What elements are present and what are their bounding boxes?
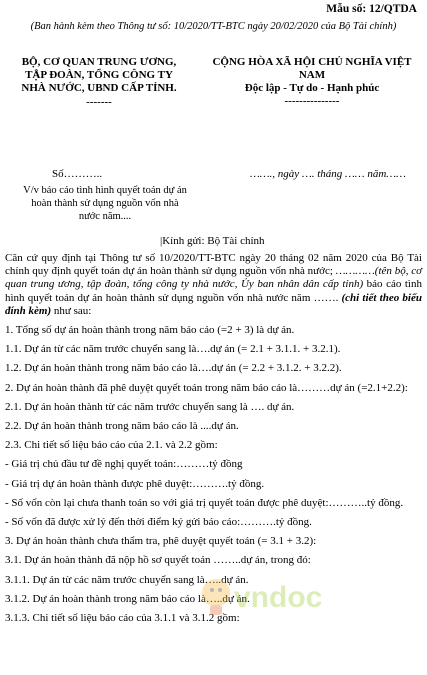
- document-body: [5, 252, 422, 625]
- paragraph-3-1-3: 3.1.3. Chi tiết số liệu báo cáo của 3.1.1 và 3.1.2 gồm:: [5, 612, 240, 625]
- paragraph-3: 3. Dự án hoàn thành chưa thẩm tra, phê duyệt quyết toán (= 3.1 + 3.2):: [5, 535, 317, 548]
- paragraph-1: 1. Tổng số dự án hoàn thành trong năm báo cáo (=2 + 3) là dự án.: [5, 324, 295, 337]
- watermark-mascot-body: [210, 605, 222, 615]
- intro-text-2: …………(tên bộ, cơ quan trung ương, tập đoàn, tổng công ty nhà nước, Ủy ban nhân dân cấp tỉnh): [5, 265, 422, 291]
- document-date: ……., ngày …. tháng …… năm……: [250, 168, 406, 180]
- issued-note: (Ban hành kèm theo Thông tư số: 10/2020/TT-BTC ngày 20/02/2020 của Bộ Tài chính): [30, 21, 397, 32]
- paragraph-2-3: 2.3. Chi tiết số liệu báo cáo của 2.1. và 2.2 gồm:: [5, 439, 218, 452]
- intro-text-3: báo cáo tình hình quyết toán dự án hoàn thành sử dụng nguồn vốn nhà nước năm …….: [5, 278, 422, 304]
- agency-line-2: TẬP ĐOÀN, TỔNG CÔNG TY: [25, 69, 173, 82]
- watermark-mascot-eye-right: [218, 588, 222, 592]
- motto: Độc lập - Tự do - Hạnh phúc: [244, 82, 380, 94]
- form-number: Mẫu số: 12/QTDA: [326, 3, 417, 15]
- intro-paragraph: [5, 252, 422, 318]
- nation-name: CỘNG HÒA XÃ HỘI CHỦ NGHĨA VIỆT NAM: [212, 56, 412, 81]
- national-header: [200, 56, 424, 108]
- bullet-processed-capital: - Số vốn đã được xử lý đến thời điểm ký gửi báo cáo:……….tỷ đồng.: [5, 516, 312, 529]
- bullet-remaining-capital: - Số vốn còn lại chưa thanh toán so với giá trị quyết toán được phê duyệt:………..tỷ đồng.: [5, 496, 404, 509]
- watermark-logo: [198, 571, 338, 619]
- motto-divider: ---------------: [284, 95, 340, 107]
- intro-text-1: Căn cứ quy định tại Thông tư số 10/2020/TT-BTC ngày 20 tháng 02 năm 2020 của Bộ Tài chính quy định quyết toán dự án hoàn thành sử dụng nguồn vốn nhà nước;: [5, 252, 422, 278]
- paragraph-3-1-1: 3.1.1. Dự án từ các năm trước chuyển sang là…..dự án.: [5, 573, 249, 586]
- bullet-approved-value: - Giá trị dự án hoàn thành được phê duyệt:……….tỷ đồng.: [5, 477, 265, 490]
- watermark-mascot-head: [202, 579, 230, 607]
- document-number: Số………..: [52, 168, 103, 180]
- watermark-wordmark: vndoc: [234, 581, 323, 614]
- watermark-mascot-eye-left: [210, 588, 214, 592]
- agency-line-1: BỘ, CƠ QUAN TRUNG ƯƠNG,: [21, 56, 177, 68]
- agency-line-3: NHÀ NƯỚC, UBND CẤP TỈNH.: [21, 82, 177, 95]
- paragraph-1-2: 1.2. Dự án hoàn thành trong năm báo cáo là….dự án (= 2.2 + 3.1.2. + 3.2.2).: [5, 362, 342, 375]
- paragraph-2-1: 2.1. Dự án hoàn thành từ các năm trước chuyển sang là …. dự án.: [5, 400, 295, 413]
- issuing-agency-header: [4, 56, 194, 109]
- bullet-investor-value: - Giá trị chủ đầu tư đề nghị quyết toán:………tỷ đồng: [5, 458, 243, 471]
- paragraph-3-1: 3.1. Dự án hoàn thành đã nộp hồ sơ quyết toán ……..dự án, trong đó:: [5, 554, 311, 567]
- document-subject: V/v báo cáo tình hình quyết toán dự án hoàn thành sử dụng nguồn vốn nhà nước năm....: [23, 185, 187, 222]
- paragraph-1-1: 1.1. Dự án từ các năm trước chuyển sang là….dự án (= 2.1 + 3.1.1. + 3.2.1).: [5, 343, 341, 356]
- intro-text-4: (chi tiết theo biểu đính kèm): [5, 291, 422, 317]
- agency-divider: -------: [86, 95, 112, 108]
- paragraph-2: 2. Dự án hoàn thành đã phê duyệt quyết toán trong năm báo cáo là………dự án (=2.1+2.2):: [5, 381, 408, 394]
- recipient: |Kính gửi: Bộ Tài chính: [160, 235, 265, 247]
- paragraph-2-2: 2.2. Dự án hoàn thành trong năm báo cáo là ....dự án.: [5, 420, 239, 433]
- paragraph-3-1-2: 3.1.2. Dự án hoàn thành trong năm báo cáo là…..dự án.: [5, 592, 250, 605]
- intro-text-5: như sau:: [51, 304, 92, 317]
